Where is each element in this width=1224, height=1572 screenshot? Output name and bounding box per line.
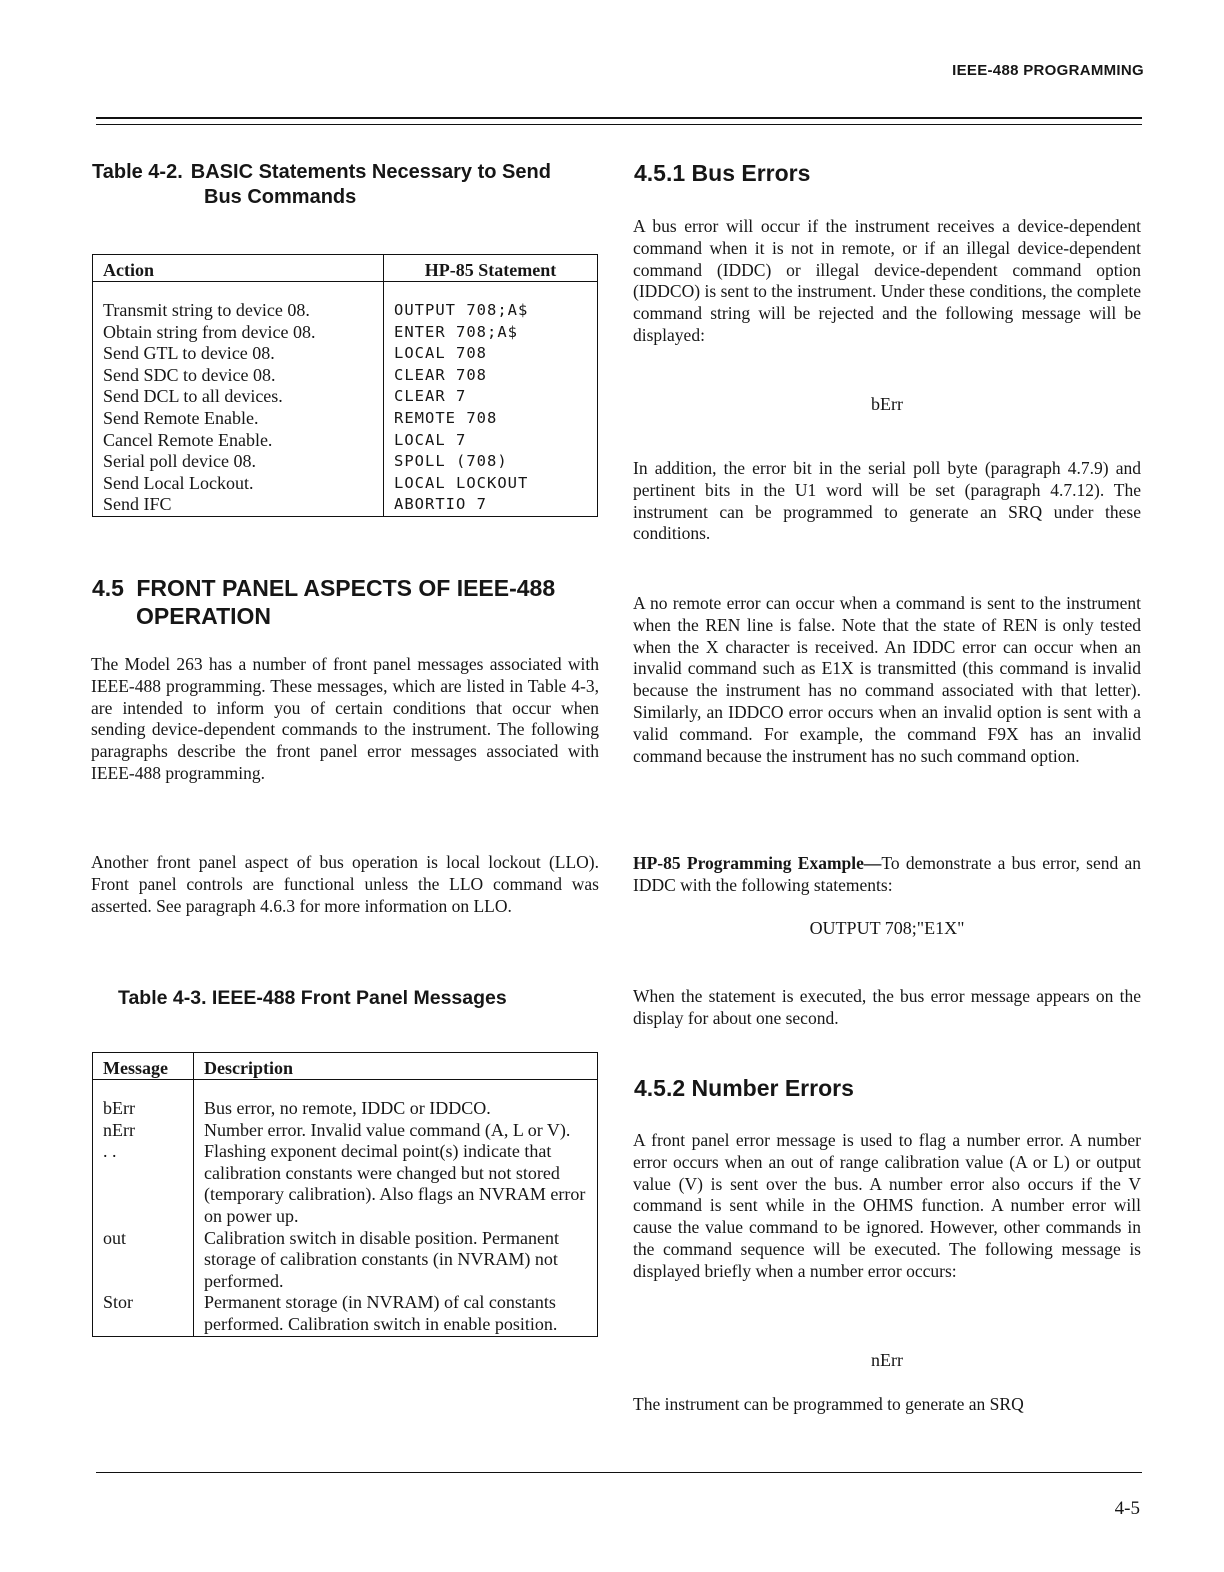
- page-number: 4-5: [1114, 1498, 1140, 1519]
- table-row: [93, 365, 598, 387]
- section-4-5-title-line2: OPERATION: [136, 603, 272, 629]
- action-cell: Cancel Remote Enable.: [93, 430, 384, 452]
- statement-cell: LOCAL 7: [384, 430, 598, 452]
- table-4-2-caption-line2: Bus Commands: [204, 186, 357, 208]
- section-4-5-title-line1: FRONT PANEL ASPECTS OF IEEE-488: [136, 575, 556, 601]
- header-rule-thick: [96, 117, 1142, 119]
- message-cell: nErr: [93, 1120, 194, 1142]
- section-4-5-1-paragraph-3: A no remote error can occur when a command is sent to the instrument when the REN line is false. Note that the state of REN is only tested when the X character is received. An IDDC error can occur when an invalid command such as E1X is transmitted (this command is invalid because the instrument has no command associated with that letter). Similarly, an IDDCO error occurs when an invalid option is sent with a valid command. For example, the command F9X has an invalid command because the instrument has no such command option.: [633, 593, 1141, 766]
- table-row: [93, 408, 598, 430]
- number-error-display-message: nErr: [871, 1350, 903, 1370]
- table-row: [93, 322, 598, 344]
- table-row: [93, 451, 598, 473]
- message-cell: bErr: [93, 1098, 194, 1120]
- section-4-5-2-paragraph-2: The instrument can be programmed to generate an SRQ: [633, 1394, 1024, 1414]
- table-row: [93, 1141, 598, 1227]
- statement-cell: LOCAL LOCKOUT: [384, 473, 598, 495]
- table-row: [93, 430, 598, 452]
- action-cell: Send IFC: [93, 494, 384, 516]
- action-cell: Send DCL to all devices.: [93, 386, 384, 408]
- running-header: IEEE-488 PROGRAMMING: [952, 62, 1144, 79]
- section-4-5-2-paragraph-1: A front panel error message is used to flag a number error. A number error occurs when an out of range calibration value (A or L) or output value (V) is sent over the bus. A number error also occurs if the V command is sent while in the OHMS function. A number error will cause the value command to be ignored. However, other commands in the command sequence will be executed. The following message is displayed briefly when a number error occurs:: [633, 1130, 1141, 1281]
- statement-cell: ENTER 708;A$: [384, 322, 598, 344]
- description-cell: Number error. Invalid value command (A, L or V).: [204, 1119, 571, 1140]
- action-cell: Send SDC to device 08.: [93, 365, 384, 387]
- table-4-2-col-statement: HP-85 Statement: [384, 255, 598, 282]
- message-cell: . .: [93, 1141, 194, 1227]
- section-4-5-heading: [92, 574, 612, 630]
- table-row: [93, 1098, 598, 1120]
- table-row: [93, 1228, 598, 1293]
- section-4-5-1-paragraph-1: A bus error will occur if the instrument receives a device-dependent command when it is not in remote, or if an illegal device-dependent command (IDDC) or illegal device-dependent command option (IDDCO) is sent to the instrument. Under these conditions, the complete command string will be rejected and the following message will be displayed:: [633, 216, 1141, 345]
- table-row: [93, 343, 598, 365]
- programming-example-paragraph: [633, 853, 1141, 897]
- action-cell: Send GTL to device 08.: [93, 343, 384, 365]
- statement-cell: CLEAR 708: [384, 365, 598, 387]
- table-row: [93, 1292, 598, 1336]
- programming-example-text: To demonstrate a bus error, send an IDDC with the following statements:: [633, 853, 1141, 895]
- description-cell: Bus error, no remote, IDDC or IDDCO.: [204, 1098, 491, 1118]
- programming-example-code: OUTPUT 708;"E1X": [809, 918, 965, 938]
- table-4-3-col-message: Message: [93, 1053, 194, 1080]
- table-4-3-caption: Table 4-3. IEEE-488 Front Panel Messages: [118, 987, 507, 1009]
- table-row: [93, 300, 598, 322]
- section-4-5-1-paragraph-2: In addition, the error bit in the serial poll byte (paragraph 4.7.9) and pertinent bits in the U1 word will be set (paragraph 4.7.12). The instrument can be programmed to generate an SRQ under these conditions.: [633, 458, 1141, 544]
- action-cell: Send Local Lockout.: [93, 473, 384, 495]
- statement-cell: LOCAL 708: [384, 343, 598, 365]
- bus-error-display-message: bErr: [871, 394, 903, 414]
- table-4-3-body: [93, 1080, 598, 1337]
- table-4-3-col-description: Description: [194, 1053, 598, 1080]
- table-row: [93, 494, 598, 516]
- action-cell: Send Remote Enable.: [93, 408, 384, 430]
- section-4-5-1-paragraph-4: When the statement is executed, the bus error message appears on the display for about one second.: [633, 986, 1141, 1028]
- action-cell: Serial poll device 08.: [93, 451, 384, 473]
- description-cell: Flashing exponent decimal point(s) indicate that calibration constants were changed but not stored (temporary calibration). Also flags an NVRAM error on power up.: [204, 1141, 586, 1226]
- table-4-2-caption-line1: BASIC Statements Necessary to Send: [190, 161, 551, 183]
- table-4-2: [92, 254, 598, 517]
- statement-cell: OUTPUT 708;A$: [384, 300, 598, 322]
- table-row: [93, 1120, 598, 1142]
- table-4-2-col-action: Action: [93, 255, 384, 282]
- section-4-5-paragraph-2: Another front panel aspect of bus operation is local lockout (LLO). Front panel controls are functional unless the LLO command was asserted. See paragraph 4.6.3 for more information on LLO.: [91, 852, 599, 916]
- section-4-5-1-heading: 4.5.1 Bus Errors: [634, 160, 811, 186]
- action-cell: Transmit string to device 08.: [93, 300, 384, 322]
- description-cell: Permanent storage (in NVRAM) of cal constants performed. Calibration switch in enable position.: [204, 1292, 558, 1334]
- programming-example-label: HP-85 Programming Example—: [633, 853, 882, 873]
- message-cell: out: [93, 1228, 194, 1293]
- header-rule-thin: [96, 124, 1142, 125]
- statement-cell: REMOTE 708: [384, 408, 598, 430]
- table-4-2-caption-number: Table 4-2.: [92, 161, 183, 183]
- table-4-2-body: [93, 282, 598, 517]
- description-cell: Calibration switch in disable position. Permanent storage of calibration constants (in NVRAM) not performed.: [204, 1227, 559, 1291]
- section-4-5-number: 4.5: [92, 575, 124, 601]
- table-4-3: [92, 1052, 598, 1337]
- action-cell: Obtain string from device 08.: [93, 322, 384, 344]
- message-cell: Stor: [93, 1292, 194, 1336]
- section-4-5-2-heading: 4.5.2 Number Errors: [634, 1075, 854, 1101]
- section-4-5-paragraph-1: The Model 263 has a number of front panel messages associated with IEEE-488 programming. These messages, which are listed in Table 4-3, are intended to inform you of certain conditions that occur when sending device-dependent commands to the instrument. The following paragraphs describe the front panel error messages associated with IEEE-488 programming.: [91, 654, 599, 783]
- table-row: [93, 473, 598, 495]
- statement-cell: ABORTIO 7: [384, 494, 598, 516]
- table-4-2-caption: [92, 160, 612, 210]
- statement-cell: CLEAR 7: [384, 386, 598, 408]
- table-row: [93, 386, 598, 408]
- statement-cell: SPOLL (708): [384, 451, 598, 473]
- footer-rule: [96, 1472, 1142, 1473]
